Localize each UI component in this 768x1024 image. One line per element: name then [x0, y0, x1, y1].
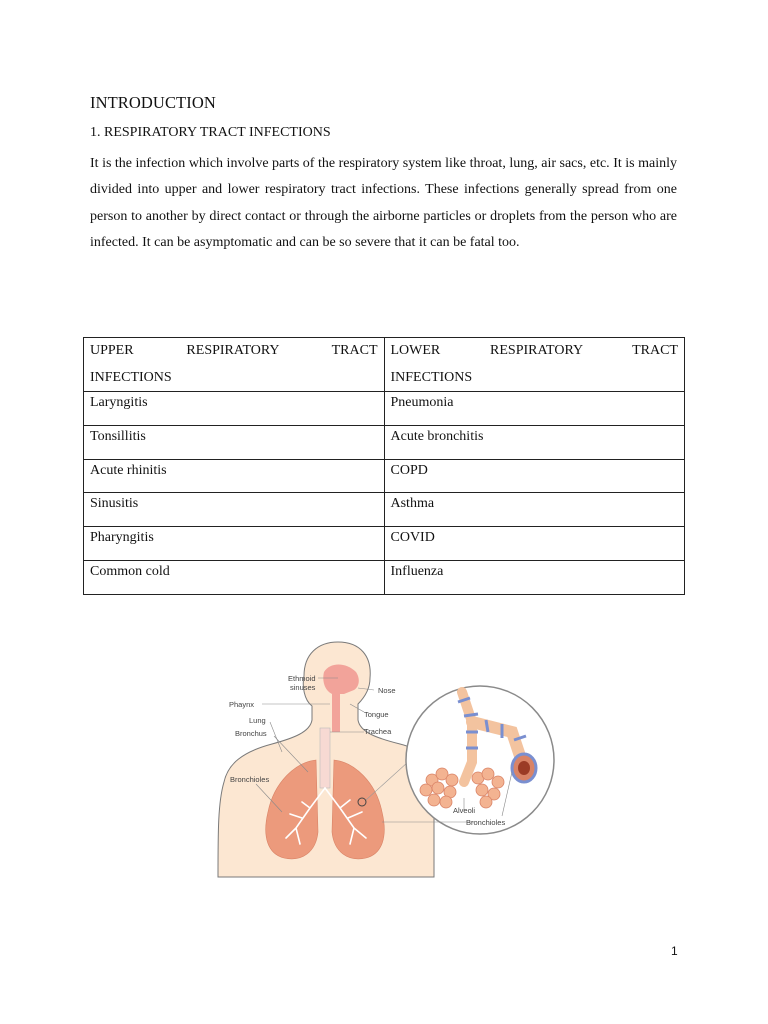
label-bronchus: Bronchus	[235, 729, 267, 738]
upper-infection-cell: Pharyngitis	[84, 527, 385, 561]
lower-infections-header	[384, 338, 685, 392]
upper-infection-cell: Tonsillitis	[84, 425, 385, 459]
body-paragraph: It is the infection which involve parts of the respiratory system like throat, lung, air sacs, etc. It is mainly divided into upper and lower respiratory tract infections. These infections generally spread from one person to another by direct contact or through the airborne particles or droplets from the person who are infected. It can be asymptomatic and can be so severe that it can be fatal too.	[90, 156, 677, 250]
infections-table	[83, 337, 685, 595]
header-line: INFECTIONS	[390, 369, 473, 385]
header-line: INFECTIONS	[90, 369, 172, 385]
table-row	[84, 459, 685, 493]
header-line: LOWER RESPIRATORY TRACT	[390, 343, 678, 358]
label-sinuses: sinuses	[290, 683, 316, 692]
lower-infection-cell: Asthma	[384, 493, 685, 527]
header-line: UPPER RESPIRATORY TRACT	[90, 343, 378, 358]
page-number: 1	[671, 944, 678, 958]
table-row	[84, 425, 685, 459]
label-phaynx: Phaynx	[229, 700, 255, 709]
table-row	[84, 493, 685, 527]
table-row	[84, 392, 685, 426]
lower-infection-cell: COVID	[384, 527, 685, 561]
label-alveoli: Alveoli	[453, 806, 476, 815]
subsection-heading: 1. RESPIRATORY TRACT INFECTIONS	[90, 125, 331, 140]
upper-infection-cell: Acute rhinitis	[84, 459, 385, 493]
upper-infection-cell: Sinusitis	[84, 493, 385, 527]
label-bronchioles-left: Bronchioles	[230, 775, 270, 784]
upper-infections-header	[84, 338, 385, 392]
label-ethmoid: Ethmoid	[288, 674, 316, 683]
pharynx-airway	[332, 692, 340, 732]
label-lung: Lung	[249, 716, 266, 725]
label-nose: Nose	[378, 686, 396, 695]
lower-infection-cell: COPD	[384, 459, 685, 493]
label-trachea: Trachea	[364, 727, 392, 736]
table-header-row	[84, 338, 685, 392]
label-bronchioles-right: Bronchioles	[466, 818, 506, 827]
respiratory-system-figure	[212, 632, 564, 880]
lower-infection-cell: Influenza	[384, 560, 685, 594]
lower-infection-cell: Pneumonia	[384, 392, 685, 426]
table-row	[84, 527, 685, 561]
section-heading: INTRODUCTION	[90, 93, 216, 112]
table-row	[84, 560, 685, 594]
upper-infection-cell: Common cold	[84, 560, 385, 594]
trachea-tube	[320, 728, 330, 788]
respiratory-illustration	[212, 632, 564, 880]
upper-infection-cell: Laryngitis	[84, 392, 385, 426]
lower-infection-cell: Acute bronchitis	[384, 425, 685, 459]
label-tongue: Tongue	[364, 710, 389, 719]
